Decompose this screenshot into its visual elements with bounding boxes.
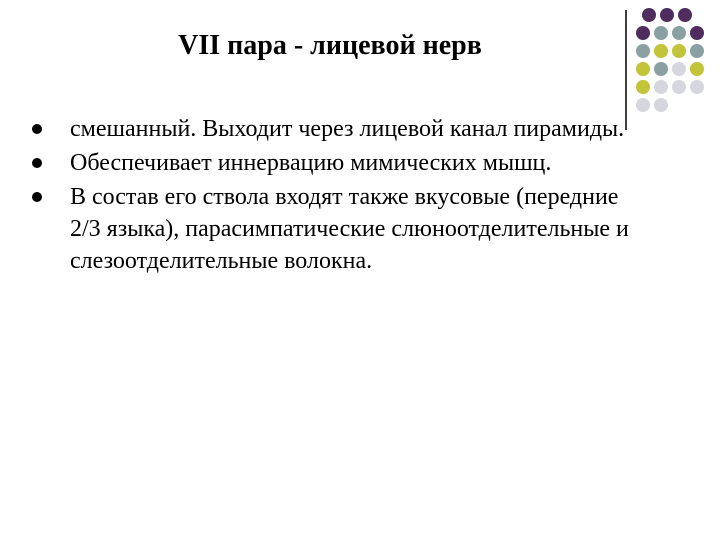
decorative-dot-icon	[654, 80, 668, 94]
bullet-item	[32, 113, 632, 145]
decorative-dot-icon	[654, 62, 668, 76]
decorative-dot-icon	[636, 62, 650, 76]
decorative-dot-icon	[636, 44, 650, 58]
decorative-dot-grid	[636, 8, 720, 148]
bullet-item	[32, 181, 632, 277]
decorative-dot-icon	[642, 8, 656, 22]
decorative-dot-icon	[690, 44, 704, 58]
bullet-text: В состав его ствола входят также вкусовые (передние 2/3 языка), парасимпатические слюноотделительные и слезоотделительные волокна.	[70, 184, 629, 274]
bullet-text: смешанный. Выходит через лицевой канал пирамиды.	[70, 116, 625, 142]
decorative-dot-icon	[690, 26, 704, 40]
bullet-marker-icon	[32, 192, 42, 202]
decorative-dot-icon	[672, 80, 686, 94]
decorative-dot-icon	[672, 26, 686, 40]
decorative-dot-icon	[678, 8, 692, 22]
bullet-text: Обеспечивает иннервацию мимических мышц.	[70, 150, 552, 176]
decorative-dot-icon	[672, 44, 686, 58]
slide-title: VII пара - лицевой нерв	[178, 30, 482, 61]
decorative-dot-icon	[636, 80, 650, 94]
decorative-dot-icon	[660, 8, 674, 22]
decorative-dot-icon	[636, 98, 650, 112]
bullet-marker-icon	[32, 158, 42, 168]
decorative-dot-icon	[690, 80, 704, 94]
decorative-dot-icon	[654, 26, 668, 40]
decorative-dot-icon	[654, 98, 668, 112]
decorative-dot-icon	[690, 62, 704, 76]
bullet-item	[32, 147, 632, 179]
bullet-marker-icon	[32, 124, 42, 134]
title-divider	[625, 10, 627, 130]
bullet-list	[32, 113, 632, 279]
decorative-dot-icon	[654, 44, 668, 58]
decorative-dot-icon	[636, 26, 650, 40]
decorative-dot-icon	[672, 62, 686, 76]
